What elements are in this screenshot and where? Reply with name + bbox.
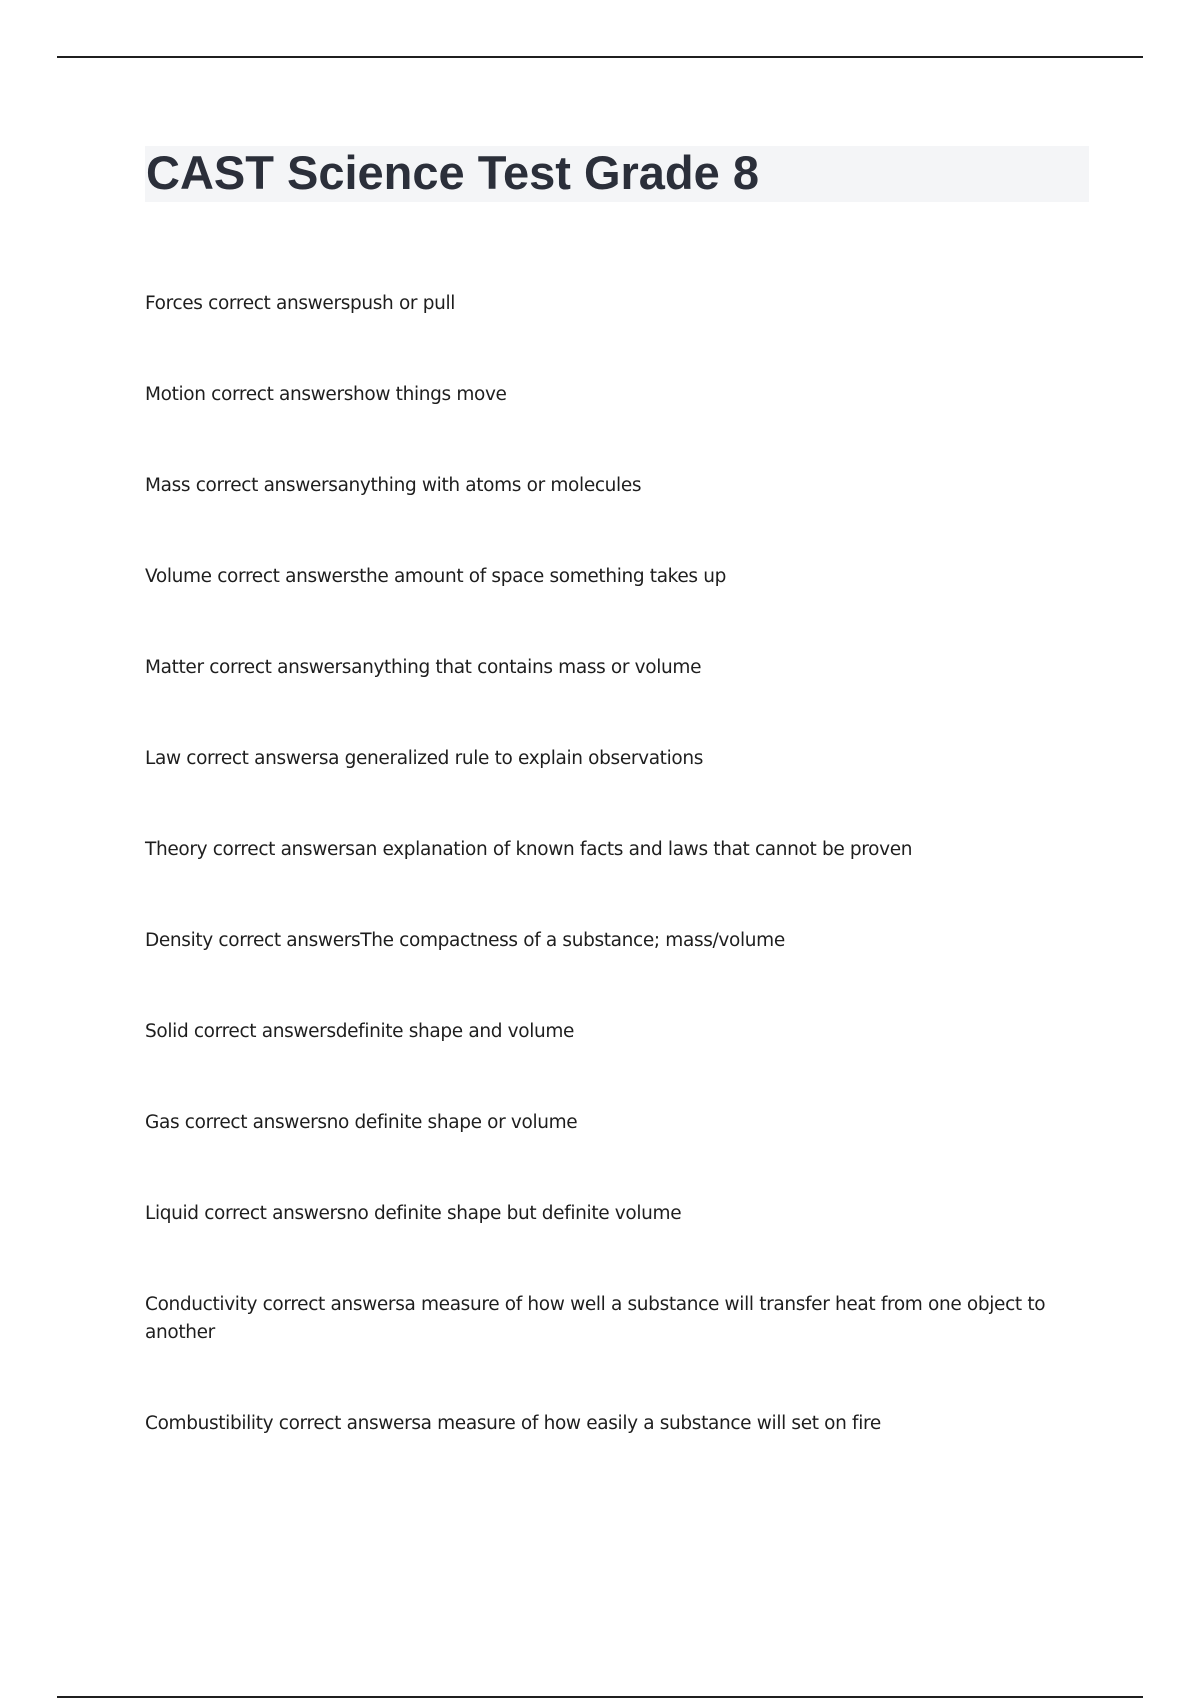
flashcard-entry: Conductivity correct answersa measure of how well a substance will transfer heat from one object to another (145, 1294, 1046, 1343)
flashcard-entry: Volume correct answersthe amount of space something takes up (145, 566, 727, 587)
flashcard-entry: Motion correct answershow things move (145, 384, 507, 405)
top-rule (57, 56, 1143, 58)
flashcard-list (145, 290, 1075, 1501)
flashcard-entry: Solid correct answersdefinite shape and volume (145, 1021, 575, 1042)
flashcard-entry: Gas correct answersno definite shape or volume (145, 1112, 578, 1133)
flashcard-entry: Law correct answersa generalized rule to explain observations (145, 748, 704, 769)
flashcard-entry: Liquid correct answersno definite shape but definite volume (145, 1203, 682, 1224)
flashcard-entry: Forces correct answerspush or pull (145, 293, 456, 314)
flashcard-entry: Matter correct answersanything that contains mass or volume (145, 657, 702, 678)
flashcard-entry: Density correct answersThe compactness of a substance; mass/volume (145, 930, 785, 951)
flashcard-entry: Combustibility correct answersa measure of how easily a substance will set on fire (145, 1413, 881, 1434)
document-title: CAST Science Test Grade 8 (146, 146, 759, 199)
flashcard-entry: Mass correct answersanything with atoms or molecules (145, 475, 642, 496)
flashcard-entry: Theory correct answersan explanation of known facts and laws that cannot be proven (145, 839, 913, 860)
bottom-rule (57, 1696, 1143, 1698)
